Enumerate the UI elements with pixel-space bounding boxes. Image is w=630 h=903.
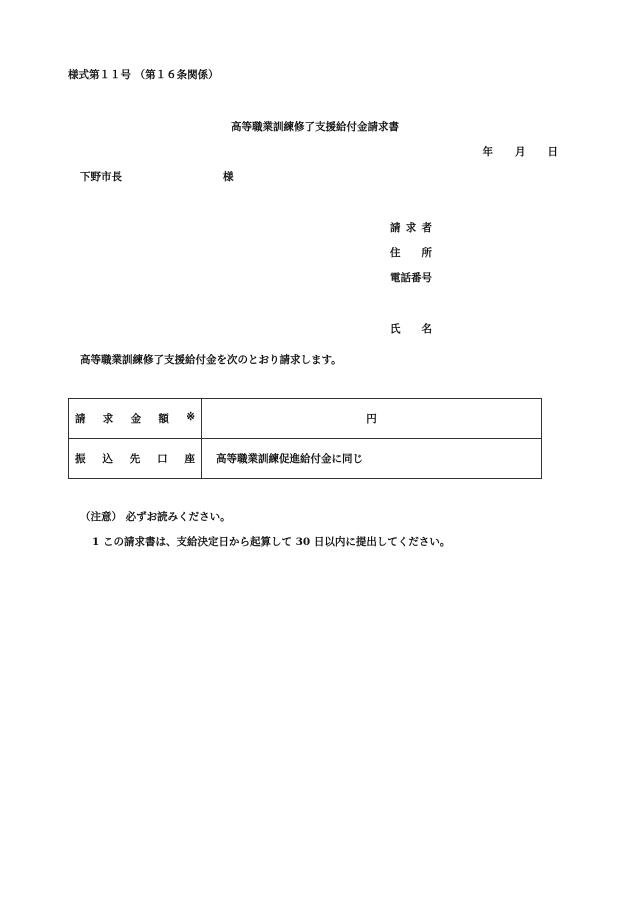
char: 求 [405, 222, 417, 234]
char: 電 [390, 272, 401, 284]
date-year-label: 年 [482, 146, 493, 158]
date-day-label: 日 [547, 146, 558, 158]
char: 座 [184, 453, 195, 465]
char: 氏 [390, 323, 401, 335]
table-row [69, 399, 542, 439]
char: 金 [130, 413, 142, 425]
char: 名 [421, 323, 432, 335]
applicant-address-label [390, 248, 432, 259]
char: 話 [400, 272, 411, 284]
transfer-account-label [69, 439, 202, 479]
char: 号 [421, 272, 432, 284]
char: 口 [157, 453, 168, 465]
char: ※ [186, 411, 195, 423]
claim-amount-value: 円 [202, 399, 542, 439]
char: 先 [129, 453, 141, 465]
char: 額 [158, 413, 169, 425]
char: 請 [75, 413, 86, 425]
claim-amount-label [69, 399, 202, 439]
applicant-name-label [390, 324, 432, 335]
applicant-phone-label [390, 273, 432, 284]
table-row [69, 439, 542, 479]
date-month-label: 月 [515, 146, 526, 158]
char: 求 [102, 413, 114, 425]
char: 込 [102, 453, 113, 465]
addressee-honorific: 様 [223, 171, 234, 183]
note-item: 1 この請求書は、支給決定日から起算して 30 日以内に提出してください。 [92, 536, 451, 548]
addressee-name: 下野市長 [80, 171, 122, 183]
date-field [483, 147, 559, 158]
intro-sentence: 高等職業訓練修了支援給付金を次のとおり請求します。 [80, 354, 342, 366]
applicant-requester-label [390, 223, 432, 234]
transfer-account-value: 高等職業訓練促進給付金に同じ [202, 439, 542, 479]
char: 住 [390, 247, 401, 259]
char: 番 [411, 272, 422, 284]
document-title: 高等職業訓練修了支援給付金請求書 [231, 121, 399, 133]
char: 振 [75, 453, 86, 465]
form-number: 様式第１１号 （第１６条関係） [68, 69, 219, 81]
notes-heading: （注意） 必ずお読みください。 [80, 511, 231, 523]
char: 請 [390, 222, 401, 234]
char: 所 [421, 247, 432, 259]
char: 者 [421, 222, 432, 234]
claim-table [68, 398, 542, 479]
